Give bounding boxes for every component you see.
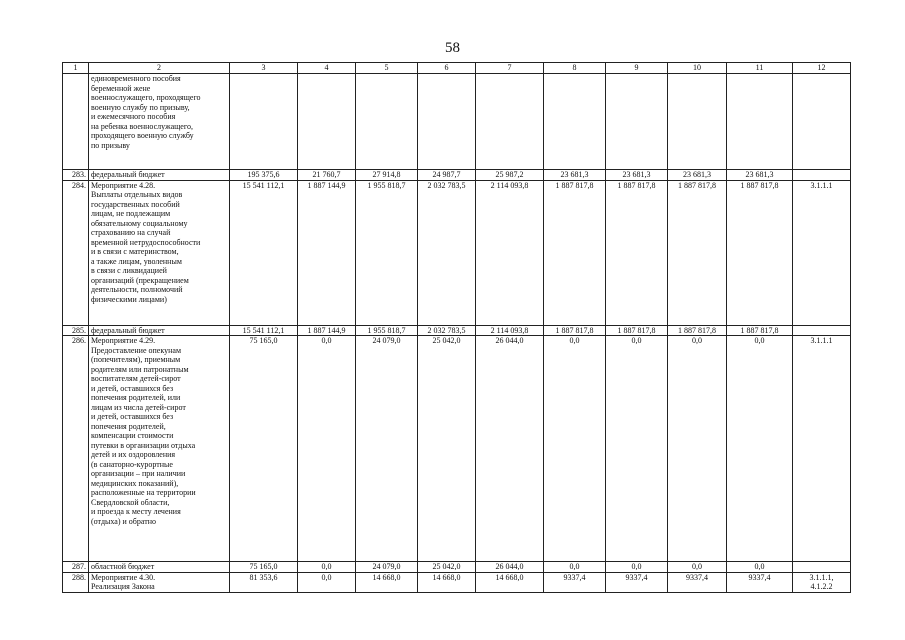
value-cell: 2 114 093,8 bbox=[476, 325, 544, 336]
row-name-line: в связи с ликвидацией bbox=[91, 266, 167, 275]
value-cell: 1 955 818,7 bbox=[356, 180, 418, 325]
target-cell bbox=[793, 74, 851, 170]
value-cell: 1 887 144,9 bbox=[298, 180, 356, 325]
target-line: 3.1.1.1 bbox=[810, 180, 833, 190]
value-cell: 81 353,6 bbox=[230, 572, 298, 592]
value-cell: 27 914,8 bbox=[356, 170, 418, 181]
value-cell: 24 079,0 bbox=[356, 336, 418, 562]
row-name bbox=[89, 170, 230, 181]
row-name-line: обязательному социальному bbox=[91, 218, 188, 228]
row-name-line: попечения родителей, bbox=[91, 421, 166, 431]
page-number: 58 bbox=[445, 40, 460, 56]
value-cell bbox=[606, 74, 668, 170]
row-name-line: (в санаторно-курортные bbox=[91, 459, 173, 469]
row-name-line: временной нетрудоспособности bbox=[91, 237, 201, 247]
row-name-line: попечения родителей, или bbox=[91, 393, 181, 402]
row-name bbox=[89, 572, 230, 592]
table-row bbox=[63, 336, 851, 562]
row-name-line: и детей, оставшихся без bbox=[91, 412, 174, 421]
row-name-line: физическими лицами) bbox=[91, 294, 167, 304]
value-cell: 25 042,0 bbox=[418, 336, 476, 562]
value-cell: 9337,4 bbox=[727, 572, 793, 592]
value-cell: 15 541 112,1 bbox=[230, 180, 298, 325]
row-name-line: по призыву bbox=[91, 140, 130, 150]
row-name-line: путевки в организации отдыха bbox=[91, 440, 196, 450]
target-cell bbox=[793, 170, 851, 181]
value-cell: 14 668,0 bbox=[418, 572, 476, 592]
value-cell: 1 887 817,8 bbox=[606, 180, 668, 325]
value-cell bbox=[727, 74, 793, 170]
row-name-line: федеральный бюджет bbox=[91, 325, 165, 335]
row-number: 284. bbox=[63, 180, 89, 325]
target-cell bbox=[793, 180, 851, 325]
row-name-line: лицам из числа детей-сирот bbox=[91, 402, 186, 412]
row-name-line: проходящего военную службу bbox=[91, 131, 194, 140]
target-cell bbox=[793, 562, 851, 573]
value-cell: 23 681,3 bbox=[544, 170, 606, 181]
value-cell: 21 760,7 bbox=[298, 170, 356, 181]
value-cell: 1 887 144,9 bbox=[298, 325, 356, 336]
value-cell bbox=[298, 74, 356, 170]
target-line: 4.1.2.2 bbox=[810, 582, 833, 591]
row-number: 287. bbox=[63, 562, 89, 573]
value-cell bbox=[230, 74, 298, 170]
value-cell: 23 681,3 bbox=[668, 170, 727, 181]
row-name-line: (отдыха) и обратно bbox=[91, 516, 156, 526]
value-cell: 26 044,0 bbox=[476, 336, 544, 562]
row-number: 288. bbox=[63, 572, 89, 592]
value-cell: 75 165,0 bbox=[230, 562, 298, 573]
value-cell: 2 114 093,8 bbox=[476, 180, 544, 325]
row-name-line: государственных пособий bbox=[91, 199, 180, 209]
value-cell: 195 375,6 bbox=[230, 170, 298, 181]
value-cell bbox=[356, 74, 418, 170]
row-name-line: детей и их оздоровления bbox=[91, 450, 176, 459]
value-cell: 26 044,0 bbox=[476, 562, 544, 573]
row-name-line: Предоставление опекунам bbox=[91, 345, 182, 355]
row-name-line: воспитателям детей-сирот bbox=[91, 374, 181, 383]
value-cell: 14 668,0 bbox=[476, 572, 544, 592]
row-name-line: и проезда к месту лечения bbox=[91, 507, 181, 516]
value-cell: 75 165,0 bbox=[230, 336, 298, 562]
row-name-line: на ребенка военнослужащего, bbox=[91, 121, 193, 131]
row-name-line: федеральный бюджет bbox=[91, 170, 165, 179]
row-name-line: а также лицам, уволенным bbox=[91, 256, 182, 266]
row-name-line: медицинских показаний), bbox=[91, 478, 179, 488]
table-row bbox=[63, 170, 851, 181]
value-cell: 2 032 783,5 bbox=[418, 325, 476, 336]
row-name-line: областной бюджет bbox=[91, 562, 155, 571]
target-line: 3.1.1.1, bbox=[809, 572, 834, 582]
column-number: 2 bbox=[89, 63, 230, 74]
row-name-line: и ежемесячного пособия bbox=[91, 112, 176, 121]
target-cell bbox=[793, 336, 851, 562]
row-name-line: единовременного пособия bbox=[91, 74, 181, 83]
column-number: 7 bbox=[476, 63, 544, 74]
value-cell bbox=[544, 74, 606, 170]
target-cell bbox=[793, 325, 851, 336]
value-cell: 1 955 818,7 bbox=[356, 325, 418, 336]
column-number: 5 bbox=[356, 63, 418, 74]
column-number: 6 bbox=[418, 63, 476, 74]
row-name bbox=[89, 336, 230, 562]
value-cell: 1 887 817,8 bbox=[668, 325, 727, 336]
row-name-line: Мероприятие 4.30. bbox=[91, 572, 156, 582]
value-cell: 0,0 bbox=[668, 336, 727, 562]
value-cell: 25 042,0 bbox=[418, 562, 476, 573]
row-name-line: расположенные на территории bbox=[91, 488, 196, 497]
value-cell: 9337,4 bbox=[668, 572, 727, 592]
value-cell: 0,0 bbox=[727, 562, 793, 573]
value-cell: 23 681,3 bbox=[727, 170, 793, 181]
row-number: 286. bbox=[63, 336, 89, 562]
value-cell: 0,0 bbox=[298, 336, 356, 562]
column-number: 10 bbox=[668, 63, 727, 74]
row-name-line: и в связи с материнством, bbox=[91, 247, 179, 256]
value-cell: 0,0 bbox=[544, 562, 606, 573]
budget-table bbox=[62, 62, 851, 593]
value-cell: 1 887 817,8 bbox=[544, 180, 606, 325]
value-cell: 1 887 817,8 bbox=[727, 325, 793, 336]
value-cell bbox=[476, 74, 544, 170]
value-cell: 0,0 bbox=[727, 336, 793, 562]
value-cell bbox=[418, 74, 476, 170]
value-cell: 0,0 bbox=[298, 562, 356, 573]
value-cell: 9337,4 bbox=[606, 572, 668, 592]
row-name-line: и детей, оставшихся без bbox=[91, 383, 174, 393]
column-number: 12 bbox=[793, 63, 851, 74]
value-cell: 24 987,7 bbox=[418, 170, 476, 181]
column-number: 8 bbox=[544, 63, 606, 74]
value-cell: 15 541 112,1 bbox=[230, 325, 298, 336]
value-cell: 25 987,2 bbox=[476, 170, 544, 181]
row-number: 285. bbox=[63, 325, 89, 336]
row-name-line: Выплаты отдельных видов bbox=[91, 190, 183, 199]
target-line: 3.1.1.1 bbox=[810, 336, 833, 345]
row-name-line: Мероприятие 4.28. bbox=[91, 180, 156, 190]
row-number: 283. bbox=[63, 170, 89, 181]
table-row bbox=[63, 562, 851, 573]
row-name-line: организаций (прекращением bbox=[91, 275, 189, 285]
value-cell: 1 887 817,8 bbox=[606, 325, 668, 336]
row-name-line: Реализация Закона bbox=[91, 582, 155, 591]
value-cell: 0,0 bbox=[668, 562, 727, 573]
row-name-line: организации – при наличии bbox=[91, 469, 186, 478]
row-name bbox=[89, 562, 230, 573]
row-name-line: лицам, не подлежащим bbox=[91, 209, 171, 218]
value-cell: 9337,4 bbox=[544, 572, 606, 592]
row-name-line: Мероприятие 4.29. bbox=[91, 336, 156, 345]
value-cell: 0,0 bbox=[544, 336, 606, 562]
column-number: 1 bbox=[63, 63, 89, 74]
row-name-line: компенсации стоимости bbox=[91, 431, 174, 440]
value-cell: 0,0 bbox=[298, 572, 356, 592]
row-name-line: родителям или патронатным bbox=[91, 364, 189, 374]
value-cell: 23 681,3 bbox=[606, 170, 668, 181]
value-cell: 1 887 817,8 bbox=[727, 180, 793, 325]
row-name-line: военнослужащего, проходящего bbox=[91, 93, 201, 102]
row-name-line: беременной жене bbox=[91, 83, 151, 93]
column-number: 3 bbox=[230, 63, 298, 74]
value-cell: 2 032 783,5 bbox=[418, 180, 476, 325]
table-row bbox=[63, 180, 851, 325]
column-number: 4 bbox=[298, 63, 356, 74]
row-name-line: Свердловской области, bbox=[91, 497, 170, 507]
row-name-line: деятельности, полномочий bbox=[91, 285, 183, 294]
value-cell: 24 079,0 bbox=[356, 562, 418, 573]
value-cell bbox=[668, 74, 727, 170]
table-row bbox=[63, 74, 851, 170]
column-number-row bbox=[63, 63, 851, 74]
target-cell bbox=[793, 572, 851, 592]
row-number bbox=[63, 74, 89, 170]
row-name bbox=[89, 325, 230, 336]
value-cell: 14 668,0 bbox=[356, 572, 418, 592]
table-row bbox=[63, 572, 851, 592]
column-number: 9 bbox=[606, 63, 668, 74]
value-cell: 1 887 817,8 bbox=[544, 325, 606, 336]
row-name bbox=[89, 74, 230, 170]
table-row bbox=[63, 325, 851, 336]
row-name-line: военную службу по призыву, bbox=[91, 102, 190, 112]
column-number: 11 bbox=[727, 63, 793, 74]
row-name-line: (попечителям), приемным bbox=[91, 355, 181, 364]
value-cell: 0,0 bbox=[606, 336, 668, 562]
value-cell: 1 887 817,8 bbox=[668, 180, 727, 325]
row-name bbox=[89, 180, 230, 325]
row-name-line: страхованию на случай bbox=[91, 228, 171, 237]
value-cell: 0,0 bbox=[606, 562, 668, 573]
